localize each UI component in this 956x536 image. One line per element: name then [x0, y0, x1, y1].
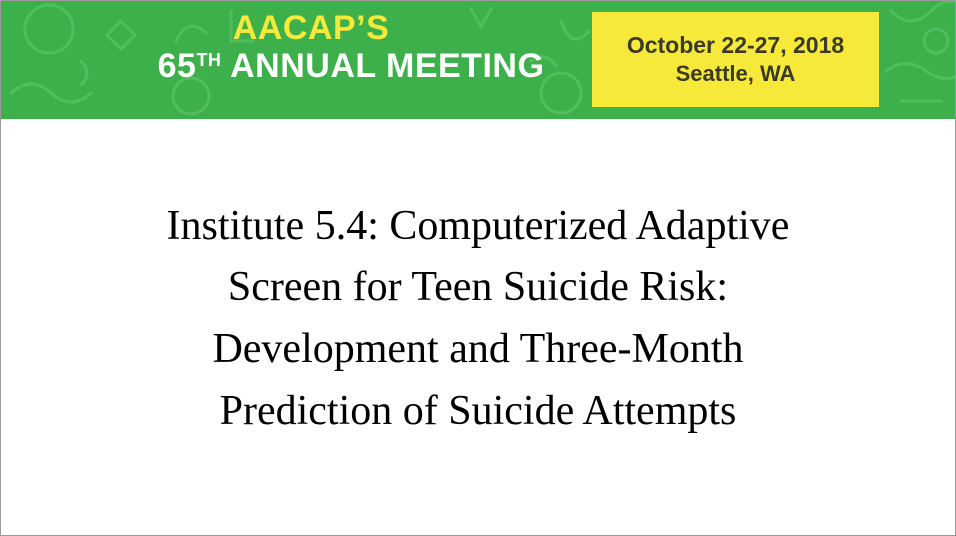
meeting-dates: October 22-27, 2018 [626, 31, 845, 58]
title-line: Screen for Teen Suicide Risk: [227, 264, 729, 311]
conference-banner [1, 1, 956, 119]
title-line: Institute 5.4: Computerized Adaptive [166, 202, 790, 249]
slide-title [38, 196, 918, 443]
date-location-box [592, 12, 879, 107]
meeting-name: ANNUAL MEETING [230, 46, 545, 85]
slide-title-area [1, 119, 955, 535]
meeting-ordinal: 65 [157, 46, 197, 85]
meeting-location: Seattle, WA [675, 60, 796, 86]
title-line: Development and Three-Month [212, 326, 744, 372]
title-line: Prediction of Suicide Attempts [219, 387, 737, 434]
org-name: AACAP’S [232, 9, 390, 47]
meeting-ordinal-suffix: TH [196, 49, 222, 70]
